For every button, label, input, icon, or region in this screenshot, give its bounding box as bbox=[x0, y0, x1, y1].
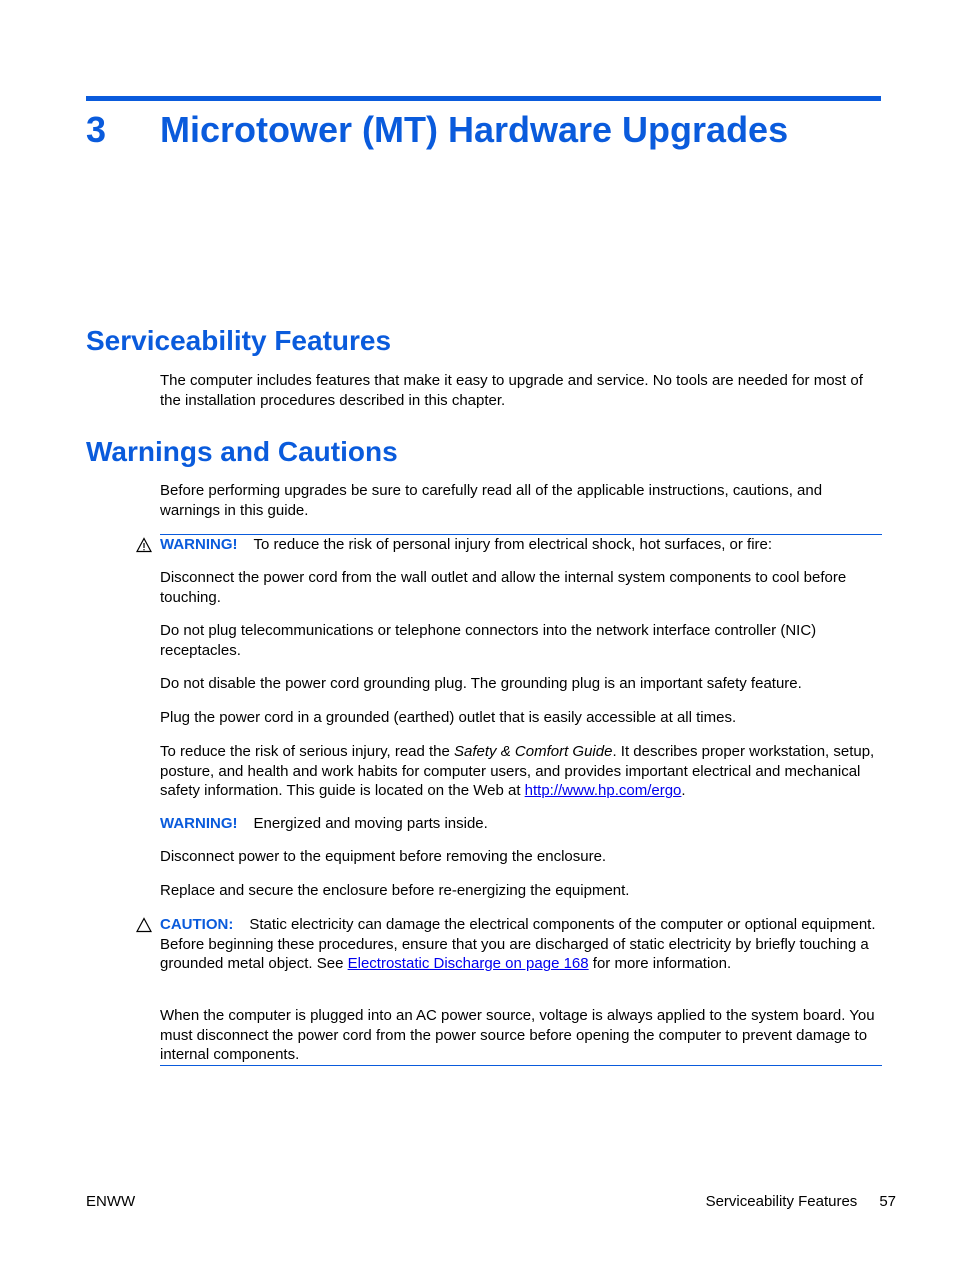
caution-text-before: Static electricity can damage the electrical components of the computer or optional equipment. Before beginning these procedures, ensure that you are discharged of static electricity by briefly touching a grounded metal object. See bbox=[160, 916, 876, 972]
footer-right bbox=[706, 1192, 896, 1211]
warning-1-label: WARNING! bbox=[160, 536, 238, 553]
chapter-title-text: Microtower (MT) Hardware Upgrades bbox=[160, 109, 789, 150]
disconnect-cord-text: Disconnect the power cord from the wall outlet and allow the internal system components to cool before touching. bbox=[160, 569, 847, 606]
footer-left: ENWW bbox=[86, 1193, 136, 1210]
footer-section: Serviceability Features bbox=[705, 1193, 858, 1210]
caution-text-after: for more information. bbox=[588, 955, 732, 972]
page-number: 57 bbox=[879, 1193, 896, 1210]
chapter-rule bbox=[86, 96, 881, 101]
notice-bottom-rule bbox=[160, 1065, 882, 1066]
telecom-text: Do not plug telecommunications or telephone connectors into the network interface controller (NIC) receptacles. bbox=[160, 622, 817, 659]
warning-triangle-icon bbox=[136, 537, 152, 553]
chapter-title bbox=[86, 108, 788, 152]
plug-text: Plug the power cord in a grounded (earthed) outlet that is easily accessible at all times. bbox=[160, 709, 737, 726]
grounding-text: Do not disable the power cord grounding plug. The grounding plug is an important safety feature. bbox=[160, 675, 802, 692]
serviceability-heading: Serviceability Features bbox=[86, 325, 392, 356]
caution-label: CAUTION: bbox=[160, 916, 234, 933]
ac-power-text: When the computer is plugged into an AC power source, voltage is always applied to the system board. You must disconnect the power cord from the power source before opening the computer to prevent damage to internal components. bbox=[160, 1007, 875, 1063]
warning-1 bbox=[160, 535, 882, 555]
caution-triangle-icon bbox=[136, 917, 152, 933]
caution-notice bbox=[160, 915, 882, 974]
safety-text-after: . bbox=[681, 782, 686, 799]
safety-text-middle: . It describes proper workstation, setup, posture, and health and work habits for computer users, and provides important electrical and mechanical safety information. This guide is located on the Web at bbox=[160, 743, 875, 799]
safety-text-before: To reduce the risk of serious injury, read the bbox=[160, 743, 455, 760]
warnings-intro: Before performing upgrades be sure to carefully read all of the applicable instructions, cautions, and warnings in this guide. bbox=[160, 482, 823, 519]
safety-guide-title: Safety & Comfort Guide bbox=[454, 743, 613, 760]
warning-2-label: WARNING! bbox=[160, 815, 238, 832]
serviceability-body: The computer includes features that make it easy to upgrade and service. No tools are needed for most of the installation procedures described in this chapter. bbox=[160, 372, 863, 409]
chapter-number: 3 bbox=[86, 109, 107, 150]
warning-1-text: To reduce the risk of personal injury from electrical shock, hot surfaces, or fire: bbox=[253, 536, 773, 553]
replace-enclosure-text: Replace and secure the enclosure before re-energizing the equipment. bbox=[160, 882, 630, 899]
esd-page-link[interactable]: Electrostatic Discharge on page 168 bbox=[347, 955, 589, 972]
warning-2 bbox=[160, 814, 882, 834]
safety-guide-text bbox=[160, 742, 882, 801]
warning-2-text: Energized and moving parts inside. bbox=[253, 815, 488, 832]
warnings-heading: Warnings and Cautions bbox=[86, 436, 398, 467]
disconnect-power-text: Disconnect power to the equipment before removing the enclosure. bbox=[160, 848, 607, 865]
hp-ergo-link[interactable]: http://www.hp.com/ergo bbox=[524, 782, 682, 799]
